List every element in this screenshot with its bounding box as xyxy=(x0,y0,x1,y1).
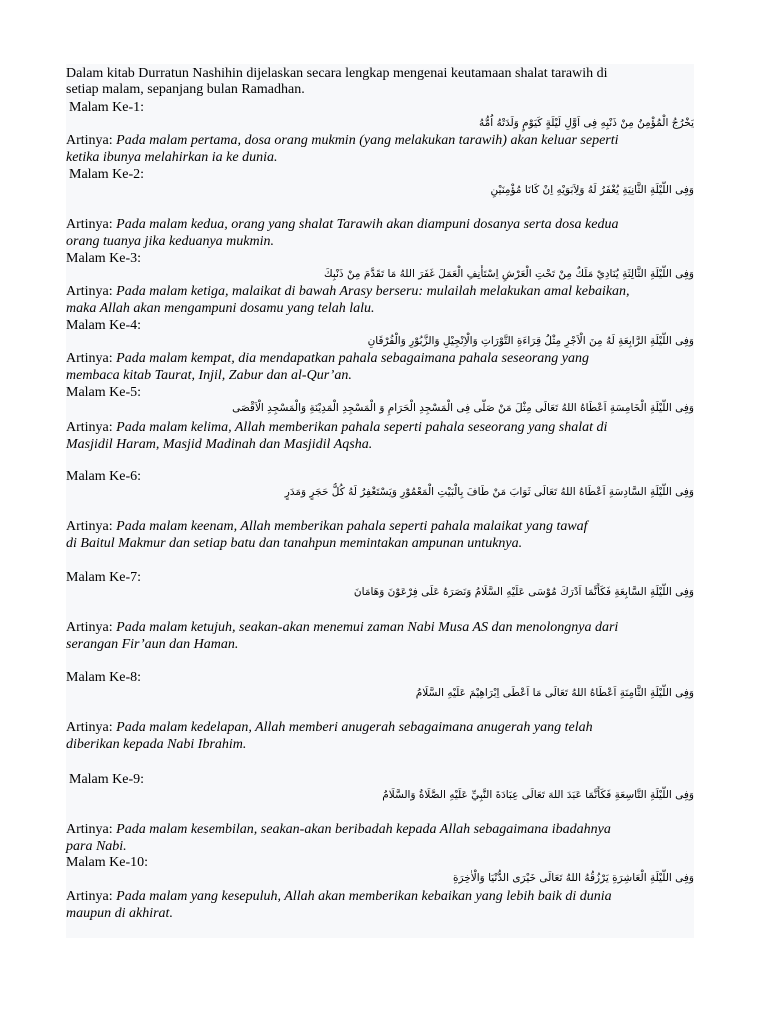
malam-10-arabic: وَفِى اللَّيْلَةِ الْعَاشِرَةِ يَرْزُقُهُ اللهُ تَعَالَى خَيْرَى الدُّنْيَا وَالْاٰخِرَةِ xyxy=(452,872,694,884)
malam-4-translation-line-2: membaca kitab Taurat, Injil, Zabur dan al-Qur’an. xyxy=(66,368,352,383)
malam-9-translation-line-2: para Nabi. xyxy=(66,839,127,854)
artinya-label: Artinya: xyxy=(66,217,117,232)
malam-2-arabic: وَفِى اللَّيْلَةِ الثَّانِيَةِ يُغْفَرُ لَهُ وَلِاَبَوَيْهِ اِنْ كَانَا مُؤْمِنَيْنِ xyxy=(490,184,694,196)
malam-7-label: Malam Ke-7: xyxy=(66,570,142,585)
translation-text: Pada malam ketiga, malaikat di bawah Arasy berseru: mulailah melakukan amal kebaikan, xyxy=(116,284,630,299)
malam-6-arabic: وَفِى اللَّيْلَةِ السَّادِسَةِ اَعْطَاهُ اللهُ تَعَالَى ثَوَابَ مَنْ طَافَ بِالْبَيْتِ الْمَعْمُوْرِ وَيَسْتَغْفِرُ لَهُ كُلُّ حَجَرٍ وَمَدَرٍ xyxy=(284,486,694,498)
malam-4-label: Malam Ke-4: xyxy=(66,318,142,333)
translation-text: Pada malam yang kesepuluh, Allah akan memberikan kebaikan yang lebih baik di dunia xyxy=(116,889,612,904)
translation-text: Pada malam keenam, Allah memberikan pahala seperti pahala malaikat yang tawaf xyxy=(116,519,588,534)
artinya-label: Artinya: xyxy=(66,519,117,534)
malam-9-arabic: وَفِى اللَّيْلَةِ التَّاسِعَةِ فَكَأَنَّمَا عَبَدَ اللهَ تَعَالَى عِبَادَةَ النَّبِيِّ عَلَيْهِ الصَّلَاةُ وَالسَّلَامُ xyxy=(382,789,694,801)
malam-1-label: Malam Ke-1: xyxy=(69,100,145,115)
artinya-label: Artinya: xyxy=(66,284,117,299)
malam-3-arabic: وَفِى اللَّيْلَةِ الثَّالِثَةِ يُنَادِيْ مَلَكٌ مِنْ تَحْتِ الْعَرْشِ اِسْتَأْنِفِ الْعَمَلَ غَفَرَ اللهُ مَا تَقَدَّمَ مِنْ ذَنْبِكَ xyxy=(323,268,694,280)
malam-8-translation-line-1 xyxy=(66,720,694,736)
malam-3-translation-line-2: maka Allah akan mengampuni dosamu yang telah lalu. xyxy=(66,301,375,316)
malam-10-translation-line-2: maupun di akhirat. xyxy=(66,906,173,921)
malam-9-translation-line-1 xyxy=(66,822,694,838)
malam-1-translation-line-2: ketika ibunya melahirkan ia ke dunia. xyxy=(66,150,278,165)
malam-10-label: Malam Ke-10: xyxy=(66,855,149,870)
intro-line-1: Dalam kitab Durratun Nashihin dijelaskan secara lengkap mengenai keutamaan shalat tarawih di xyxy=(66,66,608,81)
malam-5-translation-line-1 xyxy=(66,420,694,436)
malam-4-arabic: وَفِى اللَّيْلَةِ الرَّابِعَةِ لَهُ مِنَ الْاَجْرِ مِثْلُ قِرَاءَةِ التَّوْرَاتِ وَالْاِنْجِيْلِ وَالزَّبُوْرِ وَالْفُرْقَانِ xyxy=(367,335,694,347)
malam-6-label: Malam Ke-6: xyxy=(66,469,142,484)
malam-5-label: Malam Ke-5: xyxy=(66,385,142,400)
malam-10-translation-line-1 xyxy=(66,889,694,905)
malam-1-translation-line-1 xyxy=(66,133,694,149)
translation-text: Pada malam kesembilan, seakan-akan beribadah kepada Allah sebagaimana ibadahnya xyxy=(116,822,611,837)
intro-line-2: setiap malam, sepanjang bulan Ramadhan. xyxy=(66,82,305,97)
malam-8-translation-line-2: diberikan kepada Nabi Ibrahim. xyxy=(66,737,247,752)
artinya-label: Artinya: xyxy=(66,822,117,837)
translation-text: Pada malam ketujuh, seakan-akan menemui zaman Nabi Musa AS dan menolongnya dari xyxy=(116,620,619,635)
malam-6-translation-line-1 xyxy=(66,519,694,535)
malam-2-translation-line-2: orang tuanya jika keduanya mukmin. xyxy=(66,234,275,249)
malam-2-translation-line-1 xyxy=(66,217,694,233)
artinya-label: Artinya: xyxy=(66,420,117,435)
malam-4-translation-line-1 xyxy=(66,351,694,367)
malam-6-translation-line-2: di Baitul Makmur dan setiap batu dan tanahpun memintakan ampunan untuknya. xyxy=(66,536,523,551)
malam-3-translation-line-1 xyxy=(66,284,694,300)
artinya-label: Artinya: xyxy=(66,889,117,904)
artinya-label: Artinya: xyxy=(66,720,117,735)
malam-5-translation-line-2: Masjidil Haram, Masjid Madinah dan Masjidil Aqsha. xyxy=(66,437,373,452)
malam-7-translation-line-1 xyxy=(66,620,694,636)
malam-2-label: Malam Ke-2: xyxy=(69,167,145,182)
malam-5-arabic: وَفِى اللَّيْلَةِ الْخَامِسَةِ اَعْطَاهُ اللهُ تَعَالَى مِثْلَ مَنْ صَلَّى فِى الْمَسْجِدِ الْحَرَامِ وَ الْمَسْجِدِ الْمَدِيْنَةِ وَالْمَسْجِدِ الْاَقْصَى xyxy=(232,402,694,414)
artinya-label: Artinya: xyxy=(66,351,117,366)
translation-text: Pada malam kelima, Allah memberikan pahala seperti pahala seseorang yang shalat di xyxy=(116,420,608,435)
malam-1-arabic: يَخْرُجُ الْمُؤْمِنُ مِنْ ذَنْبِهِ فِى اَوَّلِ لَيْلَةٍ كَيَوْمٍ وَلَدَتْهُ اُمُّهُ xyxy=(478,117,694,129)
translation-text: Pada malam kedelapan, Allah memberi anugerah sebagaimana anugerah yang telah xyxy=(116,720,593,735)
malam-7-translation-line-2: serangan Fir’aun dan Haman. xyxy=(66,637,239,652)
translation-text: Pada malam pertama, dosa orang mukmin (yang melakukan tarawih) akan keluar seperti xyxy=(116,133,619,148)
translation-text: Pada malam kempat, dia mendapatkan pahala sebagaimana pahala seseorang yang xyxy=(116,351,589,366)
artinya-label: Artinya: xyxy=(66,133,117,148)
malam-8-arabic: وَفِى اللَّيْلَةِ الثَّامِنَةِ اَعْطَاهُ اللهُ تَعَالَى مَا اَعْطَى اِبْرَاهِيْمَ عَلَيْهِ السَّلَامُ xyxy=(415,687,694,699)
malam-9-label: Malam Ke-9: xyxy=(69,772,145,787)
translation-text: Pada malam kedua, orang yang shalat Tarawih akan diampuni dosanya serta dosa kedua xyxy=(116,217,619,232)
artinya-label: Artinya: xyxy=(66,620,117,635)
malam-3-label: Malam Ke-3: xyxy=(66,251,142,266)
malam-8-label: Malam Ke-8: xyxy=(66,670,142,685)
malam-7-arabic: وَفِى اللَّيْلَةِ السَّابِعَةِ فَكَأَنَّمَا اَدْرَكَ مُوْسَى عَلَيْهِ السَّلَامُ وَنَصَرَهُ عَلَى فِرْعَوْنَ وَهَامَانَ xyxy=(353,586,694,598)
